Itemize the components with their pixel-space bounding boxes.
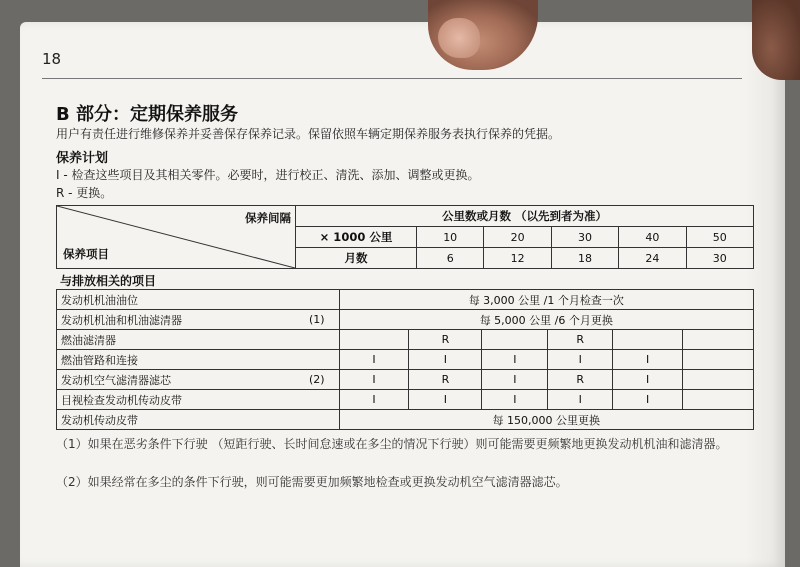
schedule-cell: I (339, 350, 409, 370)
header-diagonal-cell (57, 206, 296, 269)
schedule-cell (339, 330, 409, 350)
table-row (57, 310, 754, 330)
item-interval-text: 每 150,000 公里更换 (339, 410, 753, 430)
km-value-2: 20 (484, 227, 551, 248)
schedule-cell (613, 330, 683, 350)
item-label: 保养项目 (63, 247, 109, 261)
legend-inspect: I - 检查这些项目及其相关零件。必要时，进行校正、清洗、添加、调整或更换。 (56, 168, 480, 182)
footnote-2: （2）如果经常在多尘的条件下行驶，则可能需要更加频繁地检查或更换发动机空气滤清器滤芯。 (56, 475, 568, 489)
item-name: 发动机空气滤清器滤芯 (2) (57, 370, 340, 390)
item-interval-text: 每 5,000 公里 /6 个月更换 (339, 310, 753, 330)
footnote-ref: (1) (308, 313, 325, 326)
interval-label: 保养间隔 (245, 211, 291, 225)
month-value-2: 12 (484, 248, 551, 269)
schedule-cell: R (548, 330, 613, 350)
schedule-cell: I (482, 350, 548, 370)
schedule-cell: R (548, 370, 613, 390)
table-row (57, 370, 754, 390)
schedule-cell: I (613, 390, 683, 410)
item-name: 发动机传动皮带 (57, 410, 340, 430)
table-row (57, 290, 754, 310)
month-value-4: 24 (619, 248, 686, 269)
months-label: 月数 (296, 248, 417, 269)
legend-replace: R - 更换。 (56, 186, 113, 200)
thumb-nail (438, 18, 480, 58)
section-title: B 部分：定期保养服务 (56, 104, 238, 125)
schedule-header-table (56, 205, 754, 269)
item-name: 燃油滤清器 (57, 330, 340, 350)
item-name: 燃油管路和连接 (57, 350, 340, 370)
km-unit-label: × 1000 公里 (296, 227, 417, 248)
month-value-3: 18 (551, 248, 618, 269)
schedule-cell: I (339, 370, 409, 390)
km-value-4: 40 (619, 227, 686, 248)
schedule-cell: I (548, 350, 613, 370)
schedule-cell: R (409, 370, 482, 390)
schedule-cell (683, 370, 754, 390)
schedule-cell: I (409, 350, 482, 370)
schedule-cell: I (548, 390, 613, 410)
schedule-subtitle: 保养计划 (56, 151, 109, 166)
item-interval-text: 每 3,000 公里 /1 个月检查一次 (339, 290, 753, 310)
item-name: 发动机机油油位 (57, 290, 340, 310)
month-value-5: 30 (686, 248, 753, 269)
header-rule (42, 78, 742, 79)
km-or-month-header: 公里数或月数 （以先到者为准） (296, 206, 754, 227)
page-number: 18 (42, 50, 62, 68)
table-row (57, 330, 754, 350)
table-row (57, 350, 754, 370)
schedule-cell: R (409, 330, 482, 350)
km-value-3: 30 (551, 227, 618, 248)
month-value-1: 6 (417, 248, 484, 269)
section-description: 用户有责任进行维修保养并妥善保存保养记录。保留依照车辆定期保养服务表执行保养的凭据。 (56, 127, 561, 141)
schedule-cell (683, 350, 754, 370)
schedule-cell: I (339, 390, 409, 410)
schedule-cell (683, 390, 754, 410)
item-name: 目视检查发动机传动皮带 (57, 390, 340, 410)
km-value-5: 50 (686, 227, 753, 248)
footnote-1: （1）如果在恶劣条件下行驶 （短距行驶、长时间怠速或在多尘的情况下行驶）则可能需要更频繁地更换发动机机油和滤清器。 (56, 437, 728, 451)
schedule-cell: I (613, 350, 683, 370)
schedule-cell: I (482, 390, 548, 410)
km-value-1: 10 (417, 227, 484, 248)
schedule-cell: I (613, 370, 683, 390)
schedule-cell: I (409, 390, 482, 410)
item-name: 发动机机油和机油滤清器 (1) (57, 310, 340, 330)
hand-finger (752, 0, 800, 80)
footnote-ref: (2) (308, 373, 325, 386)
schedule-cell (683, 330, 754, 350)
emission-section-title: 与排放相关的项目 (60, 274, 157, 288)
schedule-cell (482, 330, 548, 350)
table-row (57, 410, 754, 430)
schedule-cell: I (482, 370, 548, 390)
table-row (57, 390, 754, 410)
maintenance-items-table (56, 289, 754, 430)
